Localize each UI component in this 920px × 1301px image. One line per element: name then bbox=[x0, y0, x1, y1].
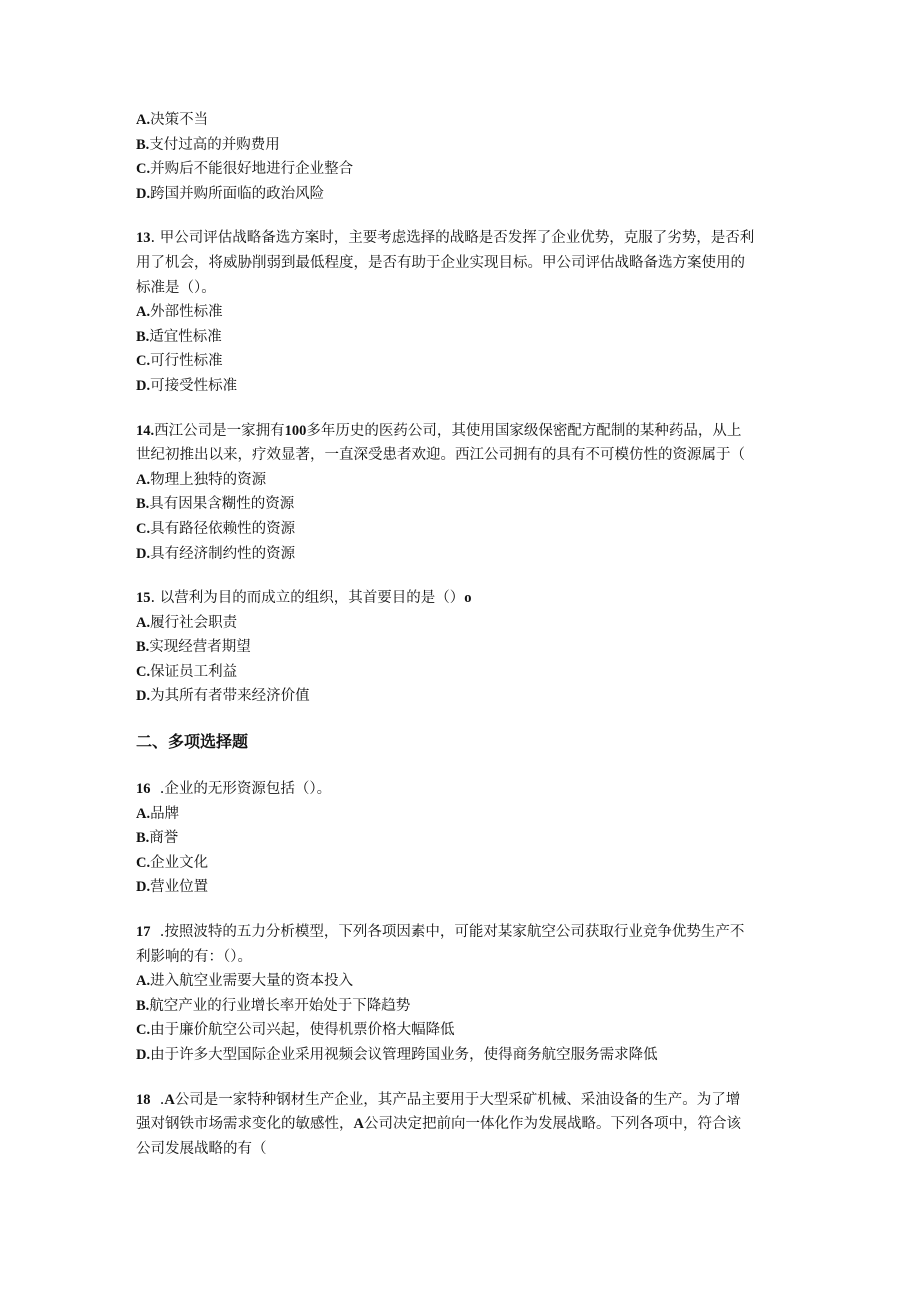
question-16 bbox=[136, 777, 796, 900]
option-c: C.可行性标准 bbox=[136, 353, 223, 370]
question-stem-line: 18 .A公司是一家特种钢材生产企业，其产品主要用于大型采矿机械、采油设备的生产。为了增 bbox=[136, 1091, 741, 1108]
section-heading: 二、多项选择题 bbox=[136, 732, 249, 752]
option-b: B.适宜性标准 bbox=[136, 328, 222, 345]
option-d: D.可接受性标准 bbox=[136, 377, 238, 394]
option-b: B.航空产业的行业增长率开始处于下降趋势 bbox=[136, 997, 411, 1014]
question-12-options bbox=[136, 108, 796, 206]
option-a: A.进入航空业需要大量的资本投入 bbox=[136, 973, 354, 990]
question-17 bbox=[136, 920, 796, 1068]
question-stem-line: 利影响的有：（）。 bbox=[136, 948, 252, 965]
option-c: C.并购后不能很好地进行企业整合 bbox=[136, 161, 354, 178]
question-15 bbox=[136, 586, 796, 709]
option-a: A.物理上独特的资源 bbox=[136, 471, 267, 488]
option-b: B.实现经营者期望 bbox=[136, 639, 251, 656]
option-a: A.品牌 bbox=[136, 805, 180, 822]
question-stem-line: 世纪初推出以来，疗效显著，一直深受患者欢迎。西江公司拥有的具有不可模仿性的资源属于（ bbox=[136, 447, 745, 464]
option-c: C.具有路径依赖性的资源 bbox=[136, 520, 296, 537]
option-a: A.外部性标准 bbox=[136, 304, 223, 321]
question-stem-line: 16 .企业的无形资源包括（）。 bbox=[136, 781, 332, 798]
question-stem-line: 公司发展战略的有（ bbox=[136, 1140, 267, 1157]
option-c: C.企业文化 bbox=[136, 854, 209, 871]
question-stem-line: 15. 以营利为目的而成立的组织，其首要目的是（）o bbox=[136, 590, 472, 607]
question-13 bbox=[136, 226, 796, 398]
option-a: A.决策不当 bbox=[136, 112, 209, 128]
option-b: B.商誉 bbox=[136, 830, 179, 847]
question-stem-line: 17 .按照波特的五力分析模型，下列各项因素中，可能对某家航空公司获取行业竞争优势生产不 bbox=[136, 924, 745, 941]
option-b: B.支付过高的并购费用 bbox=[136, 136, 280, 153]
question-stem-line: 用了机会，将威胁削弱到最低程度，是否有助于企业实现目标。甲公司评估战略备选方案使用的 bbox=[136, 254, 745, 271]
question-stem-line: 13. 甲公司评估战略备选方案时，主要考虑选择的战略是否发挥了企业优势，克服了劣势，是否利 bbox=[136, 230, 755, 247]
question-stem-line: 14.西江公司是一家拥有100多年历史的医药公司，其使用国家级保密配方配制的某种药品，从上 bbox=[136, 422, 742, 439]
option-d: D.营业位置 bbox=[136, 879, 209, 896]
option-d: D.由于许多大型国际企业采用视频会议管理跨国业务，使得商务航空服务需求降低 bbox=[136, 1047, 658, 1063]
option-a: A.履行社会职责 bbox=[136, 614, 238, 631]
question-14 bbox=[136, 419, 796, 567]
question-18 bbox=[136, 1088, 796, 1162]
option-d: D.跨国并购所面临的政治风险 bbox=[136, 185, 325, 202]
document-page bbox=[136, 108, 796, 1181]
option-b: B.具有因果含糊性的资源 bbox=[136, 496, 295, 513]
question-stem-line: 强对钢铁市场需求变化的敏感性，A公司决定把前向一体化作为发展战略。下列各项中，符合该 bbox=[136, 1116, 741, 1133]
option-c: C.由于廉价航空公司兴起，使得机票价格大幅降低 bbox=[136, 1022, 455, 1039]
option-d: D.具有经济制约性的资源 bbox=[136, 545, 296, 562]
option-d: D.为其所有者带来经济价值 bbox=[136, 688, 310, 705]
option-c: C.保证员工利益 bbox=[136, 663, 238, 680]
question-stem-line: 标准是（）。 bbox=[136, 279, 216, 296]
